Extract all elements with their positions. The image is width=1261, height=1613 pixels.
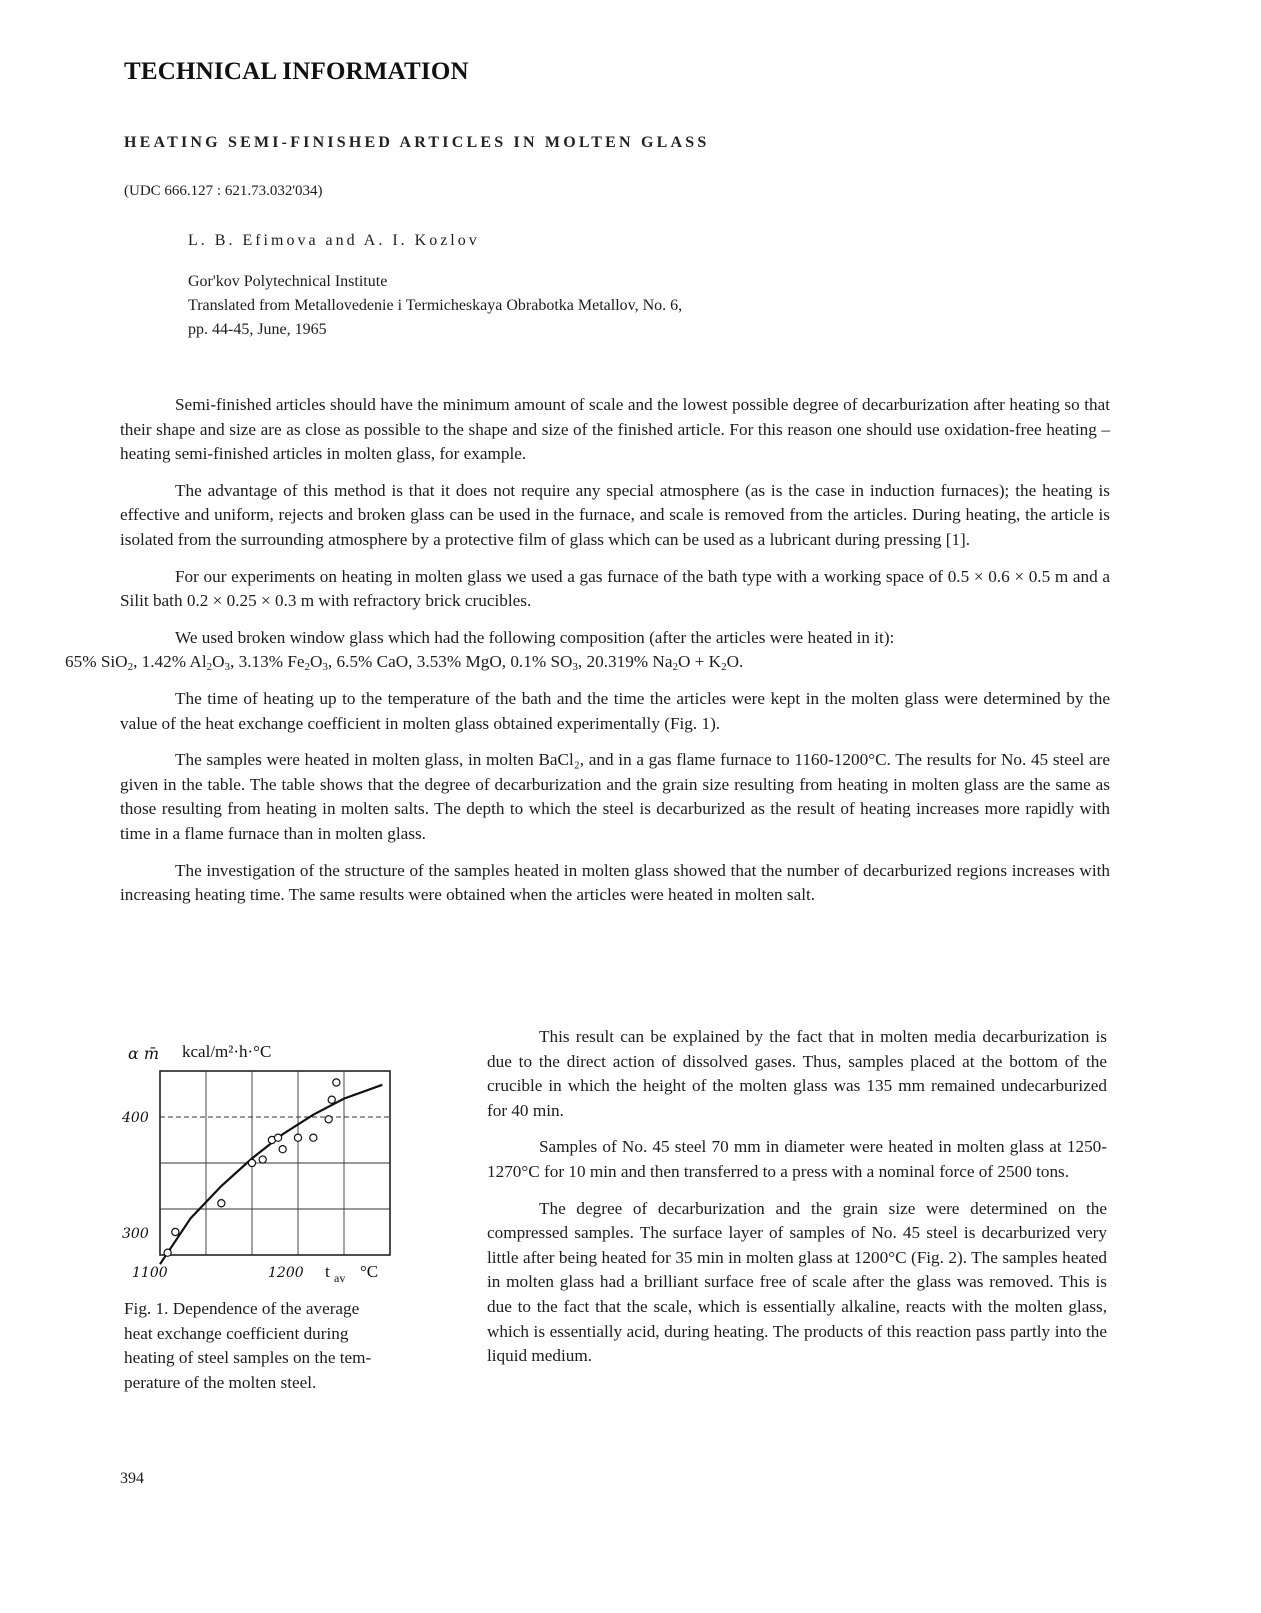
right-column xyxy=(487,1025,1107,1381)
paragraph: Samples of No. 45 steel 70 mm in diameter were heated in molten glass at 1250-1270°C for 10 min and then transferred to a press with a nominal force of 2500 tons. xyxy=(487,1137,1107,1181)
page-number: 394 xyxy=(120,1470,144,1487)
paragraph: The advantage of this method is that it does not require any special atmosphere (as is the case in induction furnaces); the heating is effective and uniform, rejects and broken glass can be used in the furnace, and scale is removed from the articles. During heating, the article is isolated from the surrounding atmosphere by a protective film of glass which can be used as a lubricant during pressing [1]. xyxy=(120,480,1110,549)
composition-item: 65% SiO$_2$ xyxy=(65,652,134,674)
affiliation-line: pp. 44-45, June, 1965 xyxy=(188,321,327,338)
data-point xyxy=(294,1134,301,1141)
affiliation xyxy=(188,270,682,342)
x-axis-label-sub: av xyxy=(334,1271,346,1285)
authors: L. B. Efimova and A. I. Kozlov xyxy=(188,232,480,249)
x-axis-unit: °C xyxy=(360,1262,379,1281)
data-point xyxy=(218,1200,225,1207)
data-point xyxy=(279,1146,286,1153)
paragraph: This result can be explained by the fact that in molten media decarburization is due to the direct action of dissolved gases. Thus, samples placed at the bottom of the crucible in which the height of the molten glass was 135 mm remained undecarburized for 40 min. xyxy=(487,1027,1107,1120)
figure-1 xyxy=(120,1033,430,1293)
data-point xyxy=(172,1228,179,1235)
x-tick-label: 1200 xyxy=(268,1265,304,1281)
paragraph: The degree of decarburization and the grain size were determined on the compressed samples. The surface layer of samples of No. 45 steel is decarburized very little after being heated for 35 min in molten glass at 1200°C (Fig. 2). The samples heated in molten glass had a brilliant surface free of scale after the glass was removed. This is due to the fact that the scale, which is essentially alkaline, reacts with the molten glass, which is essentially acid, during heating. The products of this reaction pass partly into the liquid medium. xyxy=(487,1198,1107,1366)
data-point xyxy=(333,1079,340,1086)
composition-item: 1.42% $Al_2O_3$ xyxy=(141,652,231,674)
glass-composition: 65% SiO$_2$, 1.42% $Al_2O_3$, 3.13% $Fe_2O_3$, 6.5% CaO, 3.53% MgO, 0.1% $SO_3$, 20.319% $Na_2O + K_2O$. xyxy=(65,652,744,674)
y-tick-label: 400 xyxy=(122,1110,149,1126)
article-title: HEATING SEMI-FINISHED ARTICLES IN MOLTEN GLASS xyxy=(124,134,710,151)
caption-line: heating of steel samples on the tem- xyxy=(124,1348,372,1368)
y-tick-label: 300 xyxy=(122,1226,149,1242)
paragraph: Semi-finished articles should have the minimum amount of scale and the lowest possible degree of decarburization after heating so that their shape and size are as close as possible to the shape and size of the finished article. For this reason one should use oxidation-free heating – heating semi-finished articles in molten glass, for example. xyxy=(120,395,1110,464)
data-point xyxy=(274,1134,281,1141)
body-text xyxy=(65,393,1110,920)
composition-item: 6.5% CaO xyxy=(336,652,409,672)
composition-item: 3.53% MgO xyxy=(416,652,502,672)
x-axis-label: t xyxy=(325,1262,330,1281)
data-point xyxy=(164,1249,171,1256)
heat-exchange-chart xyxy=(120,1033,430,1293)
composition-item: 0.1% $SO_3$ xyxy=(510,652,578,674)
paragraph: The time of heating up to the temperature of the bath and the time the articles were kept in the molten glass were determined by the value of the heat exchange coefficient in molten glass obtained experimentally (Fig. 1). xyxy=(120,688,1110,733)
fit-curve xyxy=(160,1085,382,1264)
paragraph: For our experiments on heating in molten glass we used a gas furnace of the bath type with a working space of 0.5 × 0.6 × 0.5 m and a Silit bath 0.2 × 0.25 × 0.3 m with refractory brick crucibles. xyxy=(120,566,1110,611)
data-point xyxy=(248,1159,255,1166)
y-axis-unit: kcal/m²·h·°C xyxy=(182,1042,272,1061)
udc-code: (UDC 666.127 : 621.73.032'034) xyxy=(124,183,323,199)
composition-item: 3.13% $Fe_2O_3$ xyxy=(238,652,328,674)
composition-paragraph xyxy=(65,626,1110,675)
paragraph: The investigation of the structure of the samples heated in molten glass showed that the number of decarburized regions increases with increasing heating time. The same results were obtained when the articles were heated in molten salt. xyxy=(120,860,1110,905)
composition-item: 20.319% $Na_2O + K_2O$. xyxy=(586,652,744,674)
data-point xyxy=(310,1134,317,1141)
data-point xyxy=(259,1156,266,1163)
figure-caption xyxy=(124,1297,434,1395)
data-point xyxy=(325,1116,332,1123)
section-title: TECHNICAL INFORMATION xyxy=(124,58,469,85)
data-point xyxy=(328,1096,335,1103)
paragraph-intro: We used broken window glass which had the following composition (after the articles were heated in it): xyxy=(175,627,895,647)
x-tick-label: 1100 xyxy=(132,1265,168,1281)
affiliation-line: Gor'kov Polytechnical Institute xyxy=(188,273,388,290)
affiliation-line: Translated from Metallovedenie i Termicheskaya Obrabotka Metallov, No. 6, xyxy=(188,297,683,314)
caption-line: perature of the molten steel. xyxy=(124,1372,317,1392)
caption-line: Fig. 1. Dependence of the average xyxy=(124,1299,360,1318)
y-axis-symbol: α m̄ xyxy=(128,1044,160,1063)
caption-line: heat exchange coefficient during xyxy=(124,1323,349,1343)
paragraph: The samples were heated in molten glass, in molten BaCl₂, and in a gas flame furnace to 1160-1200°C. The results for No. 45 steel are given in the table. The table shows that the degree of decarburization and the grain size resulting from heating in molten glass are the same as those resulting from heating in molten salts. The depth to which the steel is decarburized as the result of heating increases more rapidly with time in a flame furnace than in molten glass. xyxy=(120,750,1110,843)
